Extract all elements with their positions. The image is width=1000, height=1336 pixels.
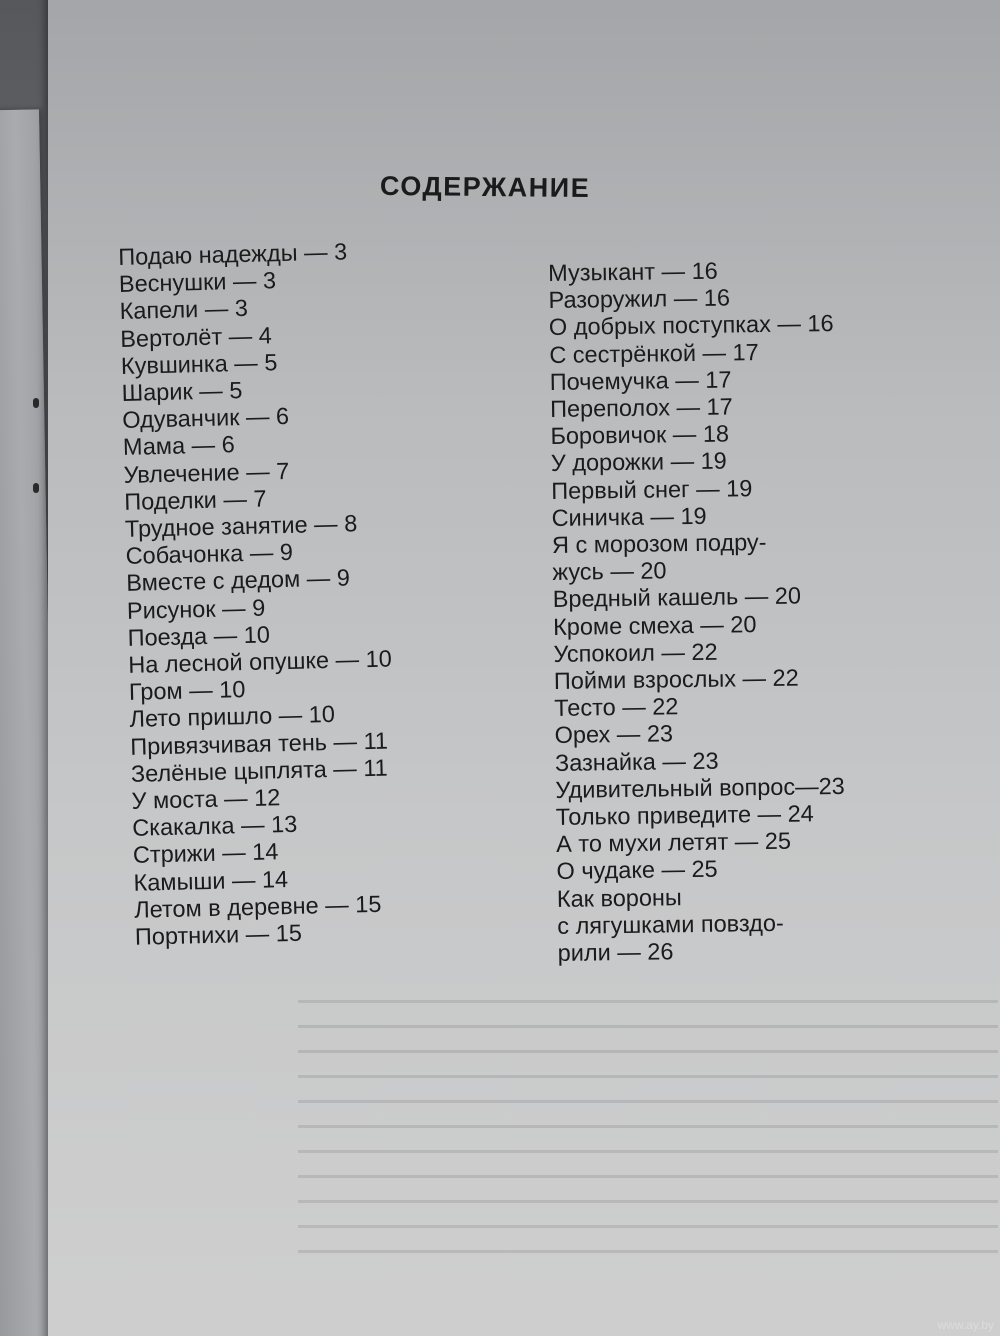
toc-entry: Удивительный вопрос—23	[555, 772, 845, 803]
toc-entry: Гром — 10	[128, 676, 246, 706]
toc-entry: Кроме смеха — 20	[552, 610, 757, 640]
toc-entry: Музыкант — 16	[548, 257, 718, 286]
toc-entry: Зелёные цыплята — 11	[130, 754, 388, 787]
toc-entry: Капели — 3	[119, 295, 249, 325]
toc-entry: Первый снег — 19	[551, 474, 753, 504]
toc-entry: Поезда — 10	[127, 621, 271, 651]
toc-entry: Поделки — 7	[123, 485, 267, 515]
toc-right-column	[548, 255, 908, 967]
toc-entry: Веснушки — 3	[118, 267, 277, 298]
toc-entry: Летом в деревне — 15	[133, 890, 382, 923]
toc-entry: с лягушками повздо-	[557, 909, 784, 939]
toc-entry: Орех — 23	[554, 720, 674, 749]
toc-entry: На лесной опушке — 10	[127, 645, 393, 678]
toc-entry: Одуванчик — 6	[121, 403, 290, 434]
toc-entry: Разоружил — 16	[548, 284, 731, 314]
toc-entry: Увлечение — 7	[123, 457, 290, 488]
toc-entry: Шарик — 5	[121, 377, 243, 406]
toc-entry: Переполох — 17	[549, 393, 733, 422]
toc-left-column	[118, 235, 515, 951]
toc-entry: С сестрёнкой — 17	[549, 338, 759, 368]
toc-entry: Мама — 6	[122, 431, 236, 461]
toc-entry: Привязчивая тень — 11	[129, 727, 389, 760]
toc-entry: Скакалка — 13	[131, 811, 298, 842]
toc-entry: Камыши — 14	[133, 865, 289, 896]
toc-entry: Рисунок — 9	[126, 594, 266, 624]
toc-entry: О чудаке — 25	[556, 856, 718, 885]
toc-entry: Как вороны	[556, 883, 682, 912]
toc-entry: Вместе с дедом — 9	[125, 564, 351, 597]
toc-entry: жусь — 20	[552, 557, 667, 586]
toc-entry: Только приведите — 24	[555, 800, 814, 831]
toc-entry: А то мухи летят — 25	[555, 827, 792, 858]
toc-entry: рили — 26	[557, 938, 674, 967]
toc-entry: Портнихи — 15	[134, 919, 303, 950]
toc-entry: Зазнайка — 23	[554, 747, 719, 776]
toc-entry: Тесто — 22	[554, 693, 679, 722]
toc-entry: Успокоил — 22	[553, 638, 718, 667]
toc-entry: Стрижи — 14	[132, 838, 279, 869]
toc-entry: Пойми взрослых — 22	[553, 664, 799, 695]
toc-entry: О добрых поступках — 16	[548, 310, 834, 341]
toc-entry: Лето пришло — 10	[129, 701, 336, 733]
toc-entry: Вертолёт — 4	[119, 321, 273, 352]
watermark: www.ay.by	[937, 1318, 994, 1332]
toc-entry: У моста — 12	[131, 784, 281, 814]
toc-entry: Вредный кашель — 20	[552, 582, 802, 613]
toc-entry: Я с морозом подру-	[551, 529, 767, 559]
toc-entry: Собачонка — 9	[125, 539, 294, 570]
toc-entry: Почемучка — 17	[549, 366, 732, 395]
toc-entry: Синичка — 19	[551, 502, 707, 531]
toc-entry: У дорожки — 19	[550, 447, 727, 477]
toc-entry: Кувшинка — 5	[120, 348, 278, 379]
toc-entry: Боровичок — 18	[550, 420, 730, 450]
page-title: СОДЕРЖАНИЕ	[379, 170, 591, 204]
toc-entry: Трудное занятие — 8	[124, 510, 358, 542]
toc-entry: Подаю надежды — 3	[118, 238, 348, 270]
